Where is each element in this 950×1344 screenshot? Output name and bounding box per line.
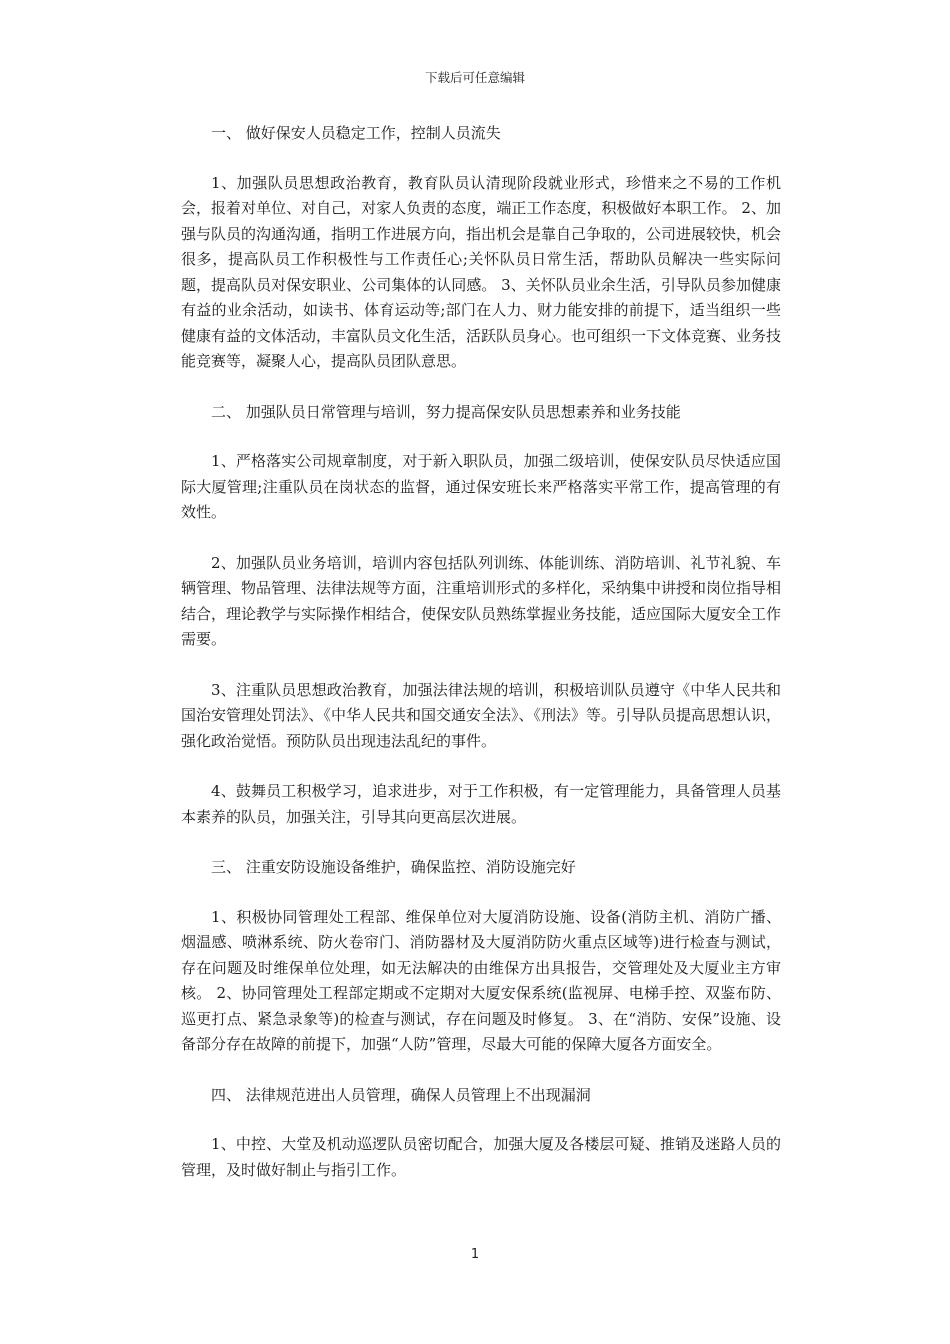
section-3 <box>181 855 781 1058</box>
section-4 <box>181 1083 781 1184</box>
section-heading: 四、 法律规范进出人员管理，确保人员管理上不出现漏洞 <box>211 1085 591 1104</box>
section-1 <box>181 121 781 375</box>
page-header: 下载后可任意编辑 <box>424 70 525 85</box>
section-heading: 三、 注重安防设施设备维护，确保监控、消防设施完好 <box>211 858 576 876</box>
section-2 <box>181 400 781 831</box>
paragraph: 1、严格落实公司规章制度，对于新入职队员，加强二级培训，使保安队员尽快适应国际大厦管理;注重队员在岗状态的监督，通过保安班长来严格落实平常工作，提高管理的有效性。 <box>181 452 781 521</box>
paragraph: 1、中控、大堂及机动巡逻队员密切配合，加强大厦及各楼层可疑、推销及迷路人员的管理，及时做好制止与指引工作。 <box>181 1135 781 1179</box>
paragraph: 2、加强队员业务培训，培训内容包括队列训练、体能训练、消防培训、礼节礼貌、车辆管理、物品管理、法律法规等方面，注重培训形式的多样化，采纳集中讲授和岗位指导相结合，理论教学与实际操作相结合，使保安队员熟练掌握业务技能，适应国际大厦安全工作需要。 <box>181 553 782 648</box>
section-heading: 一、 做好保安人员稳定工作，控制人员流失 <box>211 124 501 142</box>
paragraph: 1、加强队员思想政治教育，教育队员认清现阶段就业形式，珍惜来之不易的工作机会，报着对单位、对自己，对家人负责的态度，端正工作态度，积极做好本职工作。 2、加强与队员的沟通沟通，指明工作进展方向，指出机会是靠自己争取的，公司进展较快，机会很多，提高队员工作积极性与工作责任心;关怀队员日常生活，帮助队员解决一些实际问题，提高队员对保安职业、公司集体的认同感。 3、关怀队员业余生活，引导队员参加健康有益的业余活动，如读书、体育运动等;部门在人力、财力能安排的前提下，适当组织一些健康有益的文体活动，丰富队员文化生活，活跃队员身心。也可组织一下文体竞赛、业务技能竞赛等，凝聚人心，提高队员团队意思。 <box>181 173 782 370</box>
paragraph: 4、鼓舞员工积极学习，追求进步，对于工作积极，有一定管理能力，具备管理人员基本素养的队员，加强关注，引导其向更高层次进展。 <box>181 782 781 826</box>
document-body <box>181 121 781 1208</box>
section-heading: 二、 加强队员日常管理与培训，努力提高保安队员思想素养和业务技能 <box>211 402 681 421</box>
paragraph: 3、注重队员思想政治教育，加强法律法规的培训，积极培训队员遵守《中华人民共和国治安管理处罚法》、《中华人民共和国交通安全法》、《刑法》等。引导队员提高思想认识，强化政治觉悟。预防队员出现违法乱纪的事件。 <box>181 680 782 750</box>
page-number: 1 <box>470 1247 480 1262</box>
paragraph: 1、积极协同管理处工程部、维保单位对大厦消防设施、设备(消防主机、消防广播、烟温感、喷淋系统、防火卷帘门、消防器材及大厦消防防火重点区域等)进行检查与测试，存在问题及时维保单位处理，如无法解决的由维保方出具报告，交管理处及大厦业主方审核。 2、协同管理处工程部定期或不定期对大厦安保系统(监视屏、电梯手控、双鉴布防、巡更打点、紧急录象等)的检查与测试，存在问题及时修复。 3、在“消防、安保”设施、设备部分存在故障的前提下，加强“人防”管理，尽最大可能的保障大厦各方面安全。 <box>181 907 781 1053</box>
